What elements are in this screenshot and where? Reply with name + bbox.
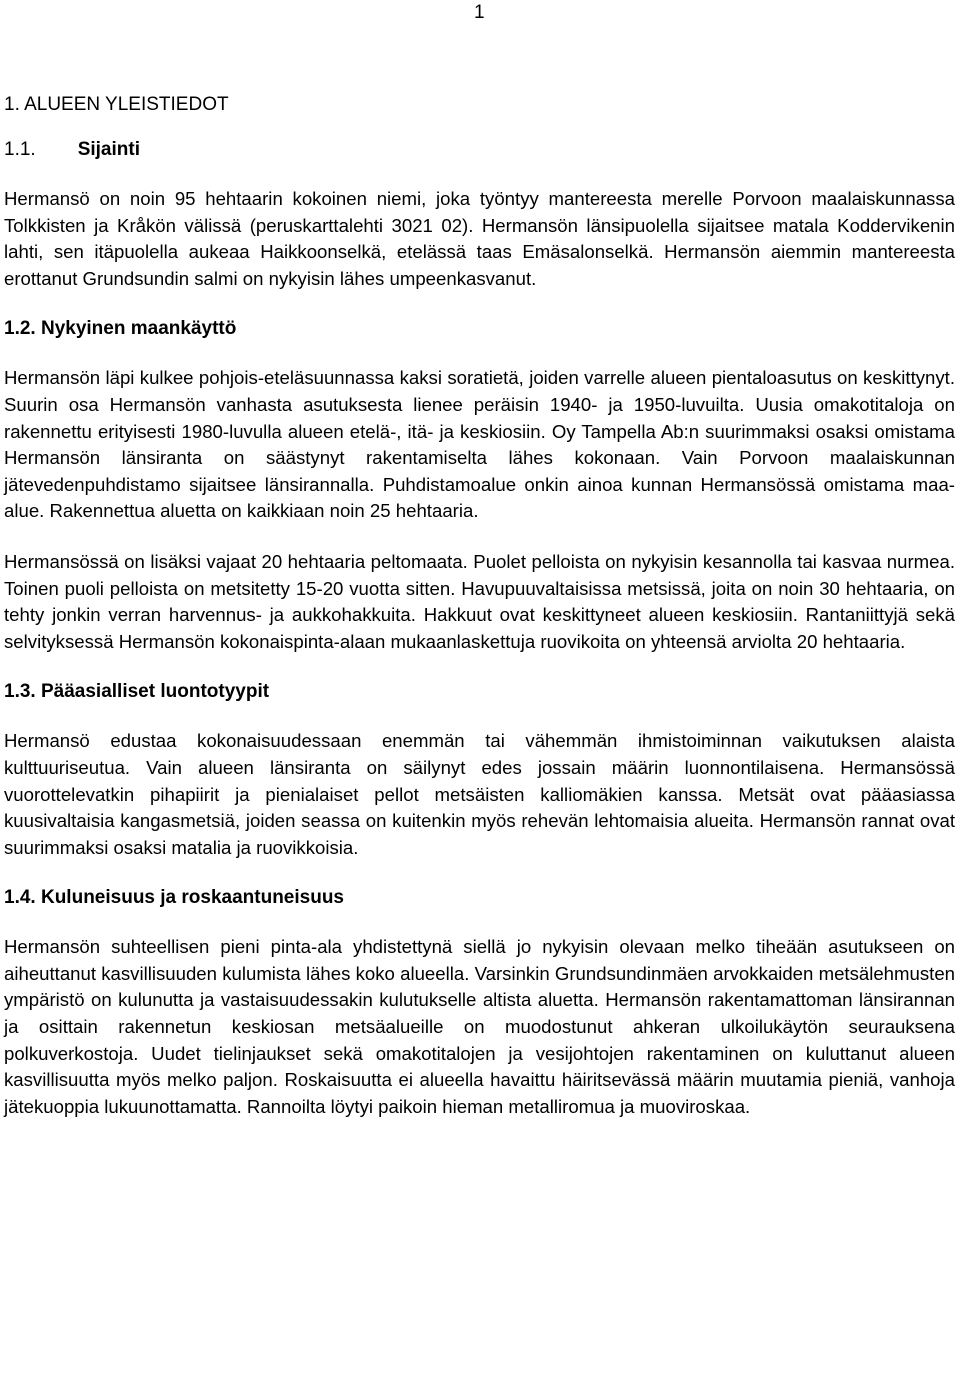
section-heading-luontotyypit [4, 679, 955, 705]
section-title: Kuluneisuus ja roskaantuneisuus [40, 887, 345, 909]
section-paragraph: Hermansö on noin 95 hehtaarin kokoinen niemi, joka työntyy mantereesta merelle Porvoon maalaiskunnassa Tolkkisten ja Kråkön välissä (peruskarttalehti 3021 02). Hermansön länsipuolella sijaitsee matala Koddervikenin lahti, sen itäpuolella aukeaa Haikkoonselkä, etelässä taas Emäsalonselkä. Hermansön aiemmin mantereesta erottanut Grundsundin salmi on nykyisin lähes umpeenkasvanut. [4, 188, 955, 289]
section-paragraph: Hermansö edustaa kokonaisuudessaan enemmän tai vähemmän ihmistoiminnan vaikutuksen alaista kulttuuriseutua. Vain alueen länsiranta on säilynyt edes jossain määrin luonnontilaisena. Hermansössä vuorottelevatkin pihapiirit ja pienialaiset pellot metsäisten kalliomäkien kanssa. Metsät ovat pääasiassa kuusivaltaisia kangasmetsiä, joiden seassa on kuitenkin myös rehevän lehtomaisia alueita. Hermansön rannat ovat suurimmaksi osaksi matalia ja ruovikkoisia. [4, 730, 955, 858]
section-number: 1.4. [4, 887, 36, 909]
section-number: 1.3. [4, 681, 36, 703]
chapter-title: ALUEEN YLEISTIEDOT [24, 94, 229, 115]
section-title: Pääasialliset luontotyypit [40, 681, 270, 703]
section-title: Sijainti [77, 139, 140, 160]
section-paragraph: Hermansön läpi kulkee pohjois-eteläsuunnassa kaksi soratietä, joiden varrelle alueen pientaloasutus on keskittynyt. Suurin osa Hermansön vanhasta asutuksesta lienee peräisin 1940- ja 1950-luvuilta. Uusia omakotitaloja on rakennettu erityisesti 1980-luvulla alueen etelä-, itä- ja keskiosiin. Oy Tampella Ab:n suurimmaksi osaksi omistama Hermansön länsiranta on säästynyt rakentamiselta lähes kokonaan. Vain Porvoon maalaiskunnan jätevedenpuhdistamo sijaitsee länsirannalla. Puhdistamoalue onkin ainoa kunnan Hermansössä omistama maa-alue. Rakennettua aluetta on kaikkiaan noin 25 hehtaaria. [4, 367, 955, 522]
section-paragraph: Hermansön suhteellisen pieni pinta-ala yhdistettynä siellä jo nykyisin olevaan melko tiheään asutukseen on aiheuttanut kasvillisuuden kulumista lähes koko alueella. Varsinkin Grundsundinmäen arvokkaiden metsälehmusten ympäristö on kulunutta ja vastaisuudessakin kulutukselle altista aluetta. Hermansön rakentamattoman länsirannan ja osittain rakennetun keskiosan metsäalueille on muodostunut ahkeran ulkoilukäytön seurauksena polkuverkostoja. Uudet tielinjaukset sekä omakotitalojen ja vesijohtojen rakentaminen on kuluttanut alueen kasvillisuutta myös melko paljon. Roskaisuutta ei alueella havaittu häiritsevässä määrin muutamia pieniä, vanhoja jätekuoppia lukuunottamatta. Rannoilta löytyi paikoin hieman metalliromua ja muoviroskaa. [4, 936, 955, 1117]
section-number: 1.1. [4, 139, 36, 160]
section-number: 1.2. [4, 318, 36, 340]
chapter-heading [4, 92, 955, 121]
section-paragraph: Hermansössä on lisäksi vajaat 20 hehtaaria peltomaata. Puolet pelloista on nykyisin kesannolla tai kasvaa nurmea. Toinen puoli pelloista on metsitetty 15-20 vuotta sitten. Havupuuvaltaisissa metsissä, joita on noin 30 hehtaaria, on tehty jonkin verran harvennus- ja aukkohakkuita. Hakkuut ovat keskittyneet alueen keskiosiin. Rantaniittyjä sekä selvityksessä Hermansön kokonaispinta-alaan mukaanlaskettuja ruovikoita on yhteensä arviolta 20 hehtaaria. [4, 550, 955, 652]
section-title: Nykyinen maankäyttö [40, 318, 237, 340]
document-body [4, 92, 955, 1120]
section-heading-kuluneisuus [4, 885, 955, 911]
section-heading-maankaytto [4, 316, 955, 342]
page-number: 1 [474, 2, 485, 23]
section-heading-sijainti [4, 137, 955, 163]
chapter-number: 1. [4, 94, 20, 115]
